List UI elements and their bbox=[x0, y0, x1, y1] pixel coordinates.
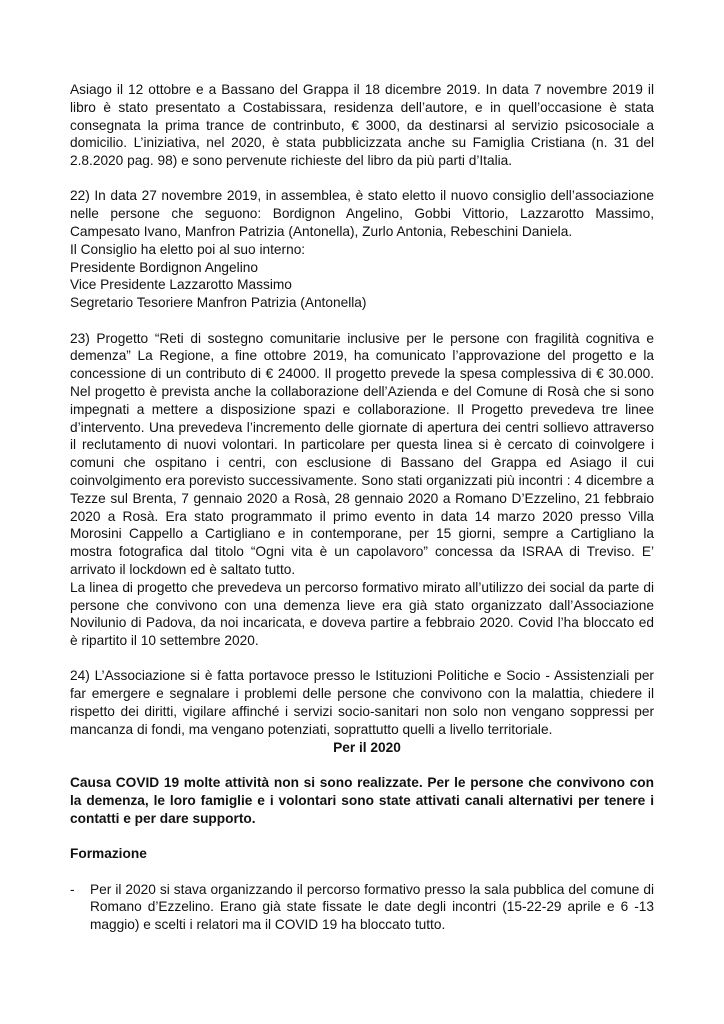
council-president: Presidente Bordignon Angelino bbox=[70, 259, 258, 275]
heading-per-il-2020: Per il 2020 bbox=[333, 740, 401, 756]
council-roles bbox=[70, 241, 654, 312]
council-line: Il Consiglio ha eletto poi al suo interno: bbox=[70, 241, 306, 257]
item-23-text-1: 23) Progetto “Reti di sostegno comunitarie inclusive per le persone con fragilità cognitiva e demenza” La Regione, a fine ottobre 2019, ha comunicato l’approvazione del progetto e la concessione di un contributo di € 24000. Il progetto prevede la spesa complessiva di € 30.000. Nel progetto è prevista anche la collaborazione dell’Azienda e del Comune di Rosà che si sono impegnati a mettere a disposizione spazi e collaborazione. Il Progetto prevedeva tre linee d’intervento. Una prevedeva l’incremento delle giornate di apertura dei centri sollievo attraverso il reclutamento di nuovi volontari. In particolare per questa linea si è cercato di coinvolgere i comuni che ospitano i centri, con esclusione di Bassano del Grappa ed Asiago il cui coinvolgimento era porevisto successivamente. Sono stati organizzati più incontri : 4 dicembre a Tezze sul Brenta, 7 gennaio 2020 a Rosà, 28 gennaio 2020 a Romano D’Ezzelino, 21 febbraio 2020 a Rosà. Era stato programmato il primo evento in data 14 marzo 2020 presso Villa Morosini Cappello a Cartigliano e in contemporane, per 15 giorni, sempre a Cartigliano la mostra fotografica dal titolo “Ogni vita è un capolavoro” concessa da ISRAA di Treviso. E’ arrivato il lockdown ed è saltato tutto. bbox=[70, 330, 654, 577]
council-secretary: Segretario Tesoriere Manfron Patrizia (Antonella) bbox=[70, 295, 367, 311]
dash-bullet: - bbox=[70, 881, 75, 897]
item-22 bbox=[70, 187, 654, 312]
council-vice-president: Vice Presidente Lazzarotto Massimo bbox=[70, 277, 292, 293]
item-24: 24) L’Associazione si è fatta portavoce presso le Istituzioni Politiche e Socio - Assistenziali per far emergere e segnalare i problemi delle persone che convivono con la malattia, chiedere il rispetto dei diritti, vigilare affinché i servizi socio-sanitari non solo non vengano soppressi per mancanza di fondi, ma vengano potenziati, soprattutto quelli a livello territoriale. bbox=[70, 668, 654, 737]
formazione-item-text: Per il 2020 si stava organizzando il percorso formativo presso la sala pubblica del comune di Romano d’Ezzelino. Erano già state fissate le date degli incontri (15-22-29 aprile e 6 -13 maggio) e scelti i relatori ma il COVID 19 ha bloccato tutto. bbox=[90, 881, 654, 933]
item-23-text-2: La linea di progetto che prevedeva un percorso formativo mirato all’utilizzo dei social da parte di persone che convivono con una demenza lieve era già stato organizzato dall’Associazione Novilunio di Padova, da noi incaricata, e doveva partire a febbraio 2020. Covid l’ha bloccato ed è ripartito il 10 settembre 2020. bbox=[70, 579, 654, 649]
document-page bbox=[70, 81, 654, 934]
item-22-text: 22) In data 27 novembre 2019, in assemblea, è stato eletto il nuovo consiglio dell’associazione nelle persone che seguono: Bordignon Angelino, Gobbi Vittorio, Lazzarotto Massimo, Campesato Ivano, Manfron Patrizia (Antonella), Zurlo Antonia, Rebeschini Daniela. bbox=[70, 188, 654, 240]
formazione-list-item bbox=[70, 881, 654, 934]
item-23 bbox=[70, 330, 654, 650]
section-formazione: Formazione bbox=[70, 846, 147, 862]
covid-paragraph: Causa COVID 19 molte attività non si sono realizzate. Per le persone che convivono con la demenza, le loro famiglie e i volontari sono state attivati canali alternativi per tenere i contatti e per dare supporto. bbox=[70, 775, 654, 826]
intro-paragraph: Asiago il 12 ottobre e a Bassano del Grappa il 18 dicembre 2019. In data 7 novembre 2019 il libro è stato presentato a Costabissara, residenza dell’autore, e in quell’occasione è stata consegnata la prima trance de contrinbuto, € 3000, da destinarsi al servizio psicosociale a domicilio. L’iniziativa, nel 2020, è stata pubblicizzata anche su Famiglia Cristiana (n. 31 del 2.8.2020 pag. 98) e sono pervenute richieste del libro da più parti d’Italia. bbox=[70, 82, 654, 169]
